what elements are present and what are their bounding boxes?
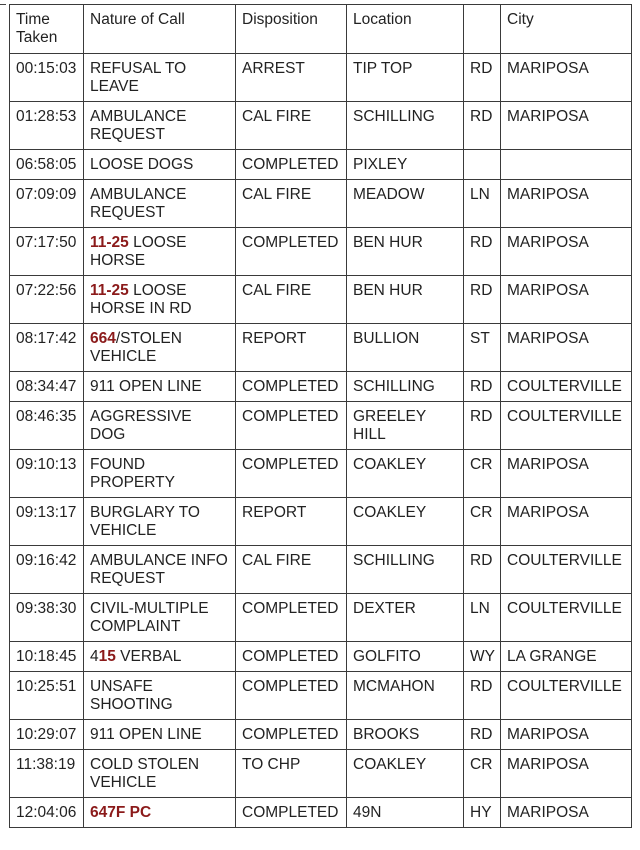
cell-nature: [84, 594, 236, 642]
cell-nature: [84, 102, 236, 150]
table-row: [10, 372, 632, 402]
table-row: [10, 546, 632, 594]
cell-nature: [84, 750, 236, 798]
nature-text: 911 OPEN LINE: [90, 726, 202, 743]
cell-type: RD: [464, 102, 501, 150]
cell-city: MARIPOSA: [501, 228, 632, 276]
cell-disposition: REPORT: [236, 324, 347, 372]
table-row: [10, 498, 632, 546]
cell-disposition: TO CHP: [236, 750, 347, 798]
cell-type: RD: [464, 276, 501, 324]
cell-time: 11:38:19: [10, 750, 84, 798]
table-row: [10, 150, 632, 180]
nature-text: /STOLEN VEHICLE: [90, 330, 182, 365]
cell-type: WY: [464, 642, 501, 672]
table-body: [10, 54, 632, 828]
cell-type: RD: [464, 672, 501, 720]
cell-nature: [84, 150, 236, 180]
cell-disposition: COMPLETED: [236, 798, 347, 828]
cell-time: 07:09:09: [10, 180, 84, 228]
cell-location: COAKLEY: [347, 450, 464, 498]
cell-location: MEADOW: [347, 180, 464, 228]
nature-text: VERBAL: [115, 648, 182, 665]
cell-nature: [84, 180, 236, 228]
cell-city: COULTERVILLE: [501, 594, 632, 642]
cell-disposition: CAL FIRE: [236, 102, 347, 150]
cell-time: 12:04:06: [10, 798, 84, 828]
cell-city: MARIPOSA: [501, 750, 632, 798]
cell-disposition: REPORT: [236, 498, 347, 546]
cell-nature: [84, 798, 236, 828]
cell-location: BULLION: [347, 324, 464, 372]
cell-location: BEN HUR: [347, 228, 464, 276]
header-disposition: Disposition: [236, 5, 347, 54]
table-row: [10, 276, 632, 324]
nature-text: REFUSAL TO LEAVE: [90, 60, 187, 95]
cell-location: GREELEY HILL: [347, 402, 464, 450]
table-row: [10, 798, 632, 828]
cell-disposition: COMPLETED: [236, 372, 347, 402]
cell-disposition: COMPLETED: [236, 672, 347, 720]
cell-type: RD: [464, 228, 501, 276]
table-row: [10, 402, 632, 450]
cell-nature: [84, 402, 236, 450]
cell-time: 07:17:50: [10, 228, 84, 276]
nature-code: 11-25: [90, 234, 129, 251]
cell-nature: [84, 720, 236, 750]
cell-time: 10:18:45: [10, 642, 84, 672]
table-row: [10, 750, 632, 798]
table-row: [10, 228, 632, 276]
header-type: [464, 5, 501, 54]
cell-time: 01:28:53: [10, 102, 84, 150]
cell-type: ST: [464, 324, 501, 372]
cell-disposition: CAL FIRE: [236, 180, 347, 228]
cell-location: BEN HUR: [347, 276, 464, 324]
cell-city: LA GRANGE: [501, 642, 632, 672]
nature-code: 11-25: [90, 282, 129, 299]
cell-type: CR: [464, 450, 501, 498]
table-row: [10, 54, 632, 102]
cell-type: HY: [464, 798, 501, 828]
cell-location: GOLFITO: [347, 642, 464, 672]
cell-city: MARIPOSA: [501, 102, 632, 150]
cell-type: LN: [464, 594, 501, 642]
cell-location: 49N: [347, 798, 464, 828]
cell-location: DEXTER: [347, 594, 464, 642]
cell-location: TIP TOP: [347, 54, 464, 102]
cell-city: COULTERVILLE: [501, 546, 632, 594]
cell-city: [501, 150, 632, 180]
nature-text: FOUND PROPERTY: [90, 456, 175, 491]
header-time: Time Taken: [10, 5, 84, 54]
cell-type: RD: [464, 54, 501, 102]
cell-disposition: CAL FIRE: [236, 276, 347, 324]
cell-disposition: CAL FIRE: [236, 546, 347, 594]
cell-city: MARIPOSA: [501, 798, 632, 828]
nature-code: 15: [98, 648, 116, 665]
cell-type: RD: [464, 402, 501, 450]
cell-location: MCMAHON: [347, 672, 464, 720]
cell-time: 09:16:42: [10, 546, 84, 594]
cell-nature: [84, 642, 236, 672]
cell-disposition: COMPLETED: [236, 150, 347, 180]
cell-nature: [84, 450, 236, 498]
cell-time: 09:10:13: [10, 450, 84, 498]
cell-disposition: COMPLETED: [236, 450, 347, 498]
cell-city: MARIPOSA: [501, 450, 632, 498]
table-row: [10, 180, 632, 228]
nature-text: CIVIL-MULTIPLE COMPLAINT: [90, 600, 209, 635]
cell-location: BROOKS: [347, 720, 464, 750]
nature-code: 647F PC: [90, 804, 152, 821]
cell-disposition: COMPLETED: [236, 720, 347, 750]
nature-text: 911 OPEN LINE: [90, 378, 202, 395]
cell-city: MARIPOSA: [501, 720, 632, 750]
cell-location: PIXLEY: [347, 150, 464, 180]
cell-time: 10:25:51: [10, 672, 84, 720]
cell-nature: [84, 276, 236, 324]
cell-time: 08:34:47: [10, 372, 84, 402]
cell-nature: [84, 54, 236, 102]
nature-text: BURGLARY TO VEHICLE: [90, 504, 200, 539]
cell-location: SCHILLING: [347, 372, 464, 402]
nature-text: LOOSE HORSE IN RD: [90, 282, 192, 317]
cell-type: RD: [464, 372, 501, 402]
header-location: Location: [347, 5, 464, 54]
cell-disposition: COMPLETED: [236, 594, 347, 642]
table-row: [10, 642, 632, 672]
table-header-row: [10, 5, 632, 54]
cell-city: MARIPOSA: [501, 54, 632, 102]
table-row: [10, 450, 632, 498]
cell-disposition: COMPLETED: [236, 228, 347, 276]
cell-disposition: COMPLETED: [236, 642, 347, 672]
cell-type: CR: [464, 498, 501, 546]
cell-city: COULTERVILLE: [501, 402, 632, 450]
table-row: [10, 324, 632, 372]
cell-location: COAKLEY: [347, 498, 464, 546]
cell-nature: [84, 324, 236, 372]
nature-text: AMBULANCE REQUEST: [90, 186, 187, 221]
cell-time: 10:29:07: [10, 720, 84, 750]
cell-nature: [84, 498, 236, 546]
nature-text: LOOSE HORSE: [90, 234, 187, 269]
cell-type: [464, 150, 501, 180]
nature-text: AMBULANCE REQUEST: [90, 108, 187, 143]
cell-time: 09:38:30: [10, 594, 84, 642]
cell-nature: [84, 228, 236, 276]
cell-time: 09:13:17: [10, 498, 84, 546]
nature-text: LOOSE DOGS: [90, 156, 194, 173]
cell-type: RD: [464, 720, 501, 750]
cell-nature: [84, 672, 236, 720]
cell-city: MARIPOSA: [501, 180, 632, 228]
nature-text: AGGRESSIVE DOG: [90, 408, 192, 443]
cell-city: MARIPOSA: [501, 276, 632, 324]
nature-prefix: 4: [90, 648, 99, 665]
cell-city: MARIPOSA: [501, 324, 632, 372]
table-row: [10, 672, 632, 720]
cell-location: SCHILLING: [347, 546, 464, 594]
call-log-table: [9, 4, 632, 828]
cell-nature: [84, 546, 236, 594]
header-nature: Nature of Call: [84, 5, 236, 54]
nature-text: COLD STOLEN VEHICLE: [90, 756, 200, 791]
table-row: [10, 594, 632, 642]
cell-city: COULTERVILLE: [501, 672, 632, 720]
cell-type: CR: [464, 750, 501, 798]
table-row: [10, 102, 632, 150]
cell-time: 08:17:42: [10, 324, 84, 372]
cell-city: MARIPOSA: [501, 498, 632, 546]
cell-time: 06:58:05: [10, 150, 84, 180]
cell-city: COULTERVILLE: [501, 372, 632, 402]
cell-location: SCHILLING: [347, 102, 464, 150]
corner-mark: [0, 0, 6, 5]
cell-location: COAKLEY: [347, 750, 464, 798]
cell-time: 00:15:03: [10, 54, 84, 102]
cell-nature: [84, 372, 236, 402]
nature-text: AMBULANCE INFO REQUEST: [90, 552, 228, 587]
header-city: City: [501, 5, 632, 54]
table-row: [10, 720, 632, 750]
cell-time: 07:22:56: [10, 276, 84, 324]
cell-type: RD: [464, 546, 501, 594]
cell-time: 08:46:35: [10, 402, 84, 450]
nature-text: UNSAFE SHOOTING: [90, 678, 173, 713]
nature-code: 664: [90, 330, 116, 347]
cell-type: LN: [464, 180, 501, 228]
cell-disposition: ARREST: [236, 54, 347, 102]
cell-disposition: COMPLETED: [236, 402, 347, 450]
